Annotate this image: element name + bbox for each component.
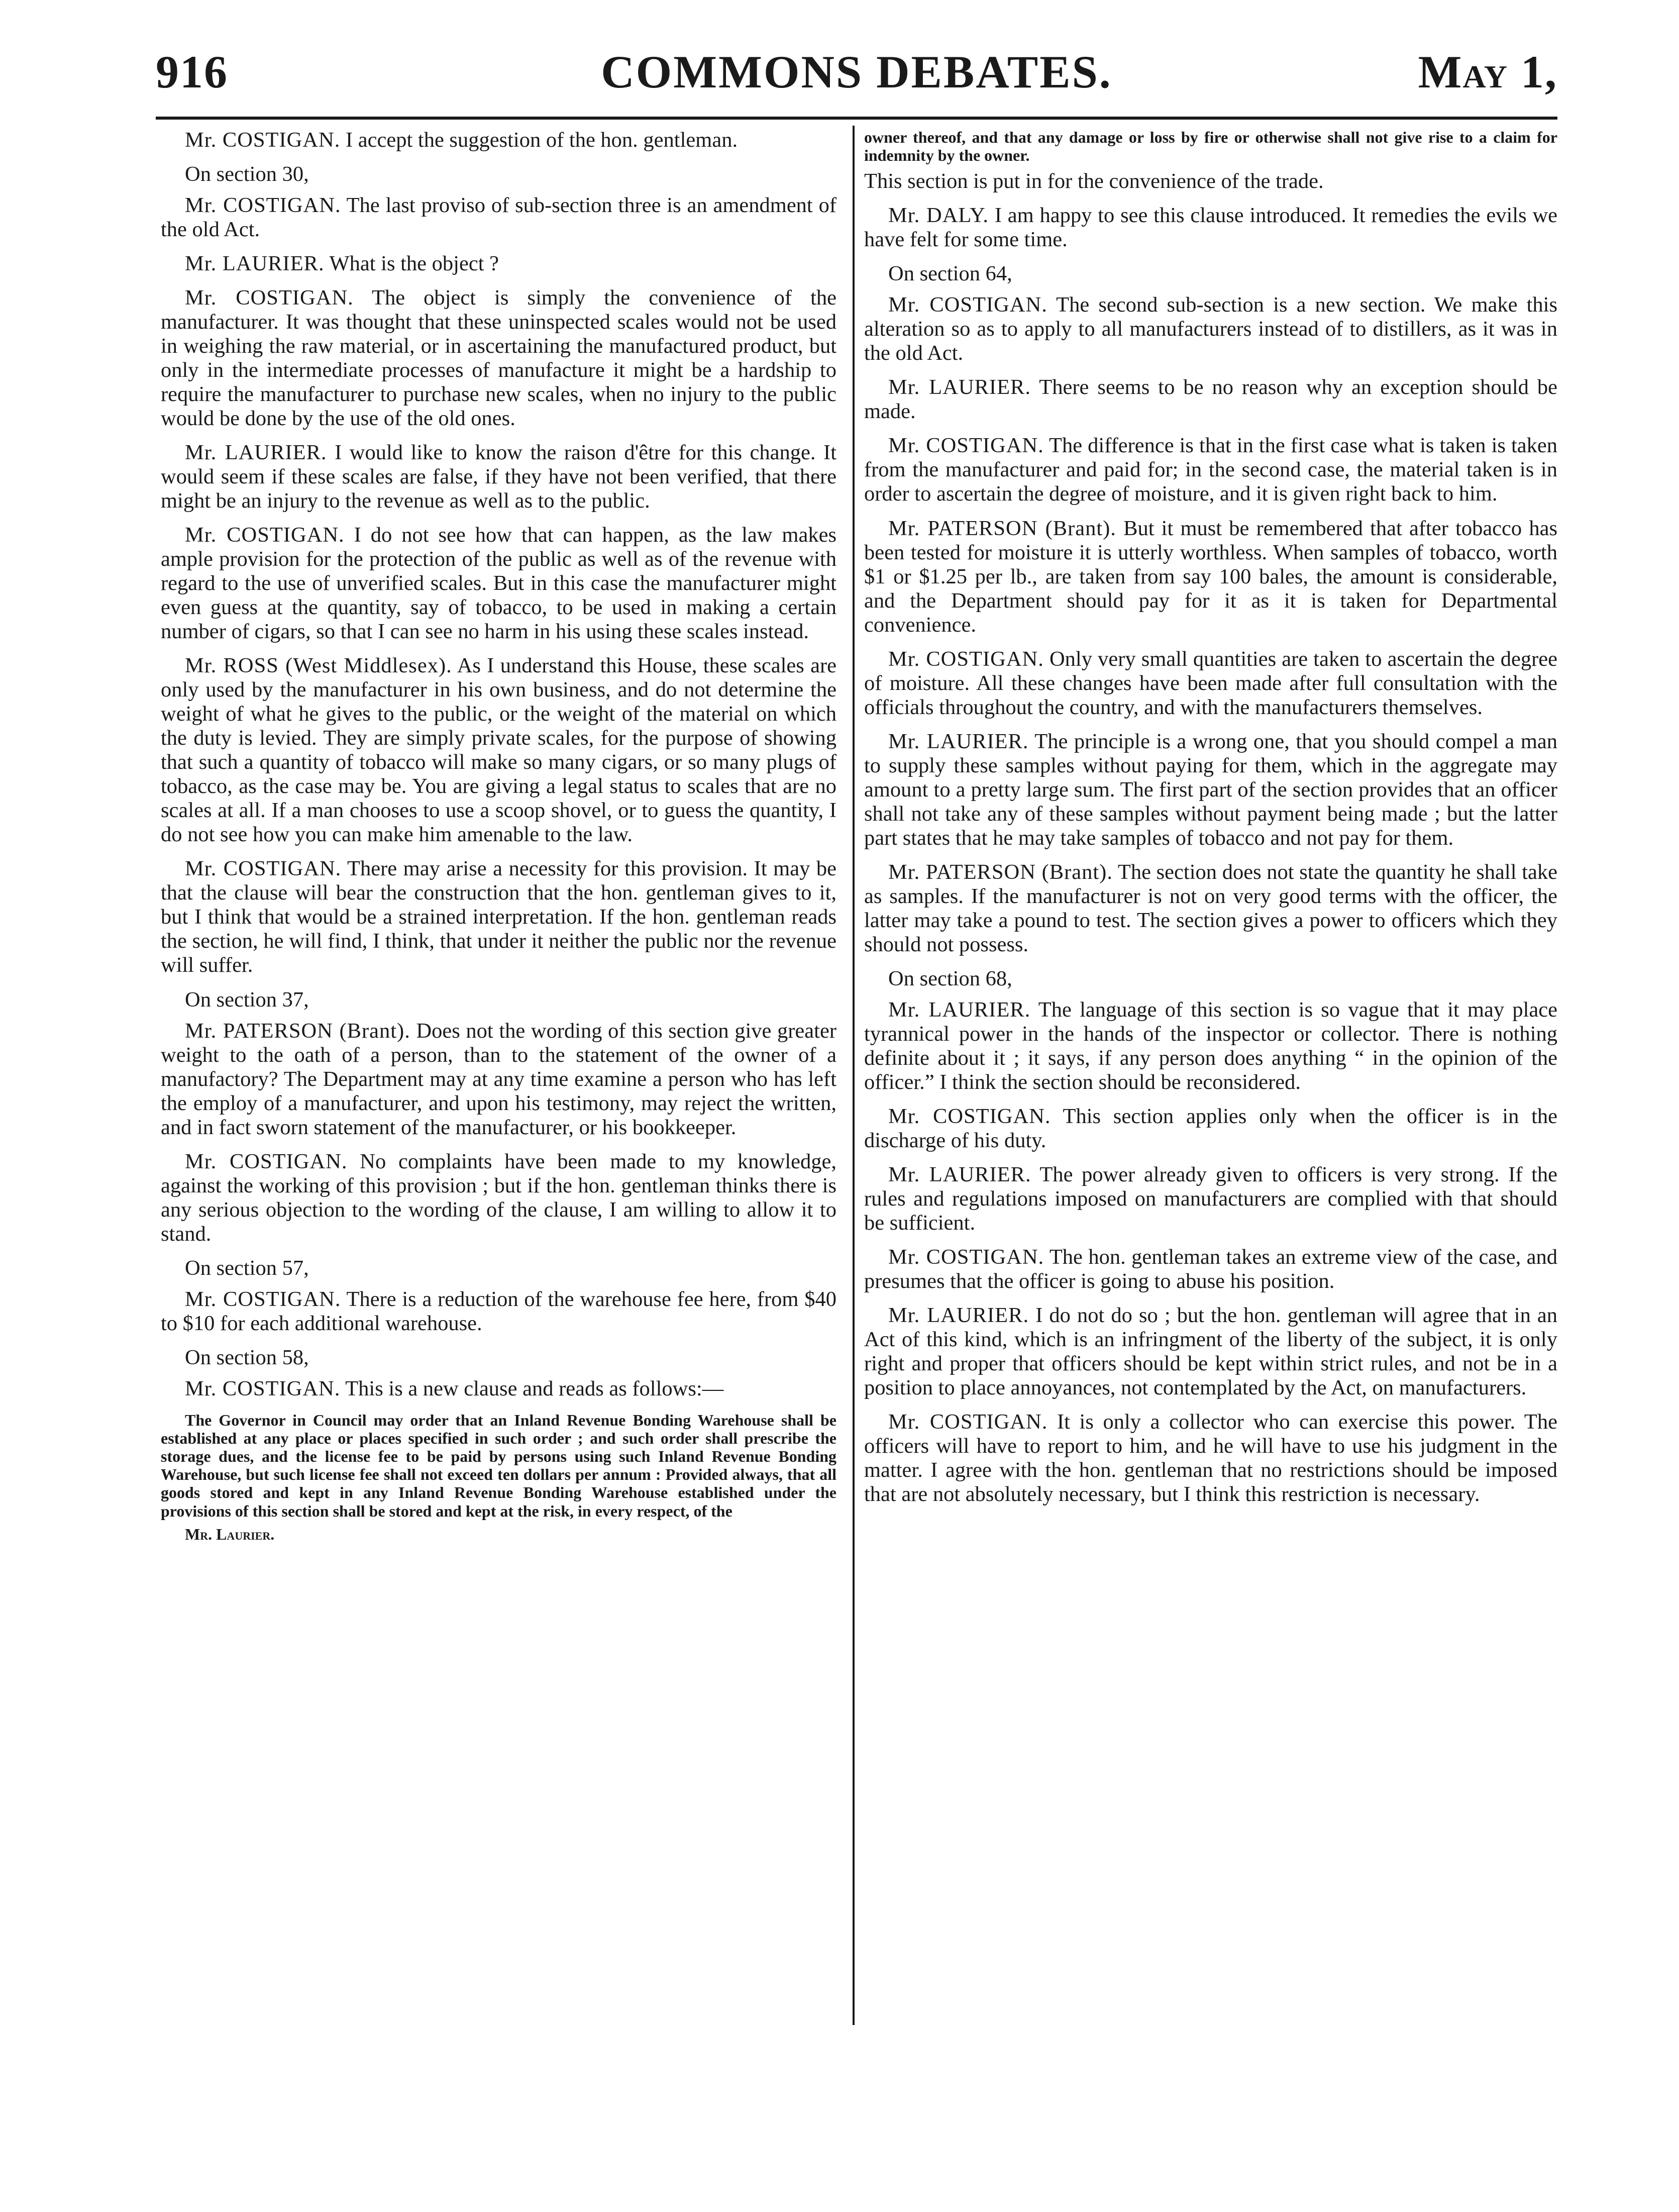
speech-text: I do not do so ; but the hon. gentleman will agree that in an Act of this kind, which is an infringment of the liberty of the subject, it is only right and proper that officers should be kept within strict rules, and not be in a position to place annoyances, not contemplated by the Act, on manufacturers. <box>864 1303 1558 1399</box>
speech-text: I do not see how that can happen, as the law makes ample provision for the protection of the public as well as of the revenue with regard to the use of unverified scales. But in this case the manufacturer might even guess at the quantity, say of tobacco, to be used in making a certain number of cigars, so that I can see no harm in his using these scales instead. <box>161 523 836 644</box>
speech-text: I would like to know the raison d'être for this change. It would seem if these scales are false, if they have not been verified, that there might be an injury to the revenue as well as to the public. <box>161 441 836 513</box>
speech-paragraph <box>161 286 836 431</box>
speech-text: The second sub-section is a new section. We make this alteration so as to apply to all manufacturers instead of to distillers, as it was in the old Act. <box>864 293 1558 365</box>
speech-text: This section applies only when the officer is in the discharge of his duty. <box>864 1104 1557 1152</box>
speech-text: What is the object ? <box>329 252 499 276</box>
speech-text: I accept the suggestion of the hon. gentleman. <box>345 128 738 152</box>
speech-text: The language of this section is so vague that it may place tyrannical power in the hands of the inspector or collector. There is nothing definite about it ; it says, if any person does anything “ in the opinion of the officer.” I think the section should be reconsidered. <box>864 997 1558 1094</box>
page-title: COMMONS DEBATES. <box>601 46 1112 97</box>
speech-text: No complaints have been made to my knowledge, against the working of this provision ; but if the hon. gentleman thinks there is any serious objection to the wording of the clause, I am willing to allow it to stand. <box>161 1149 836 1246</box>
quoted-clause: The Governor in Council may order that an Inland Revenue Bonding Warehouse shall be established at any place or places specified in such order ; and such order shall prescribe the storage dues, and the license fee to be paid by persons using such Inland Revenue Bonding Warehouse, but such license fee shall not exceed ten dollars per annum : Provided always, that all goods stored and kept in any Inland Revenue Bonding Warehouse established under the provisions of this section shall be stored and kept at the risk, in every respect, of the <box>161 1411 836 1520</box>
speech-paragraph <box>161 1019 836 1140</box>
section-heading: On section 68, <box>888 966 1012 990</box>
speech-paragraph <box>161 1287 836 1336</box>
speaker-name: Mr. COSTIGAN. <box>185 128 341 152</box>
section-heading: On section 57, <box>185 1256 309 1280</box>
speaker-name: Mr. LAURIER. <box>185 252 325 276</box>
speech-paragraph <box>161 441 836 513</box>
speech-text: The power already given to officers is very strong. If the rules and regulations imposed on manufacturers are complied with that should be sufficient. <box>864 1162 1558 1235</box>
speaker-name: Mr. PATERSON (Brant). <box>888 860 1113 884</box>
speech-text: But it must be remembered that after tobacco has been tested for moisture it is utterly worthless. When samples of tobacco, worth $1 or $1.25 per lb., are taken from say 100 bales, the amount is considerable, and the Department should pay for it as it is taken for Departmental convenience. <box>864 516 1557 637</box>
speech-paragraph <box>864 204 1557 252</box>
speech-text: Does not the wording of this section give greater weight to the oath of a person, than to the statement of the owner of a manufactory? The Department may at any time examine a person who has left the employ of a manufacturer, and upon his testimony, may reject the written, and in fact sworn statement of the manufacturer, or his bookkeeper. <box>161 1019 836 1139</box>
speaker-name: Mr. COSTIGAN. <box>185 193 341 218</box>
speech-paragraph <box>864 1410 1557 1506</box>
speech-paragraph <box>864 293 1557 365</box>
speech-paragraph <box>161 1377 836 1401</box>
speech-text: The section does not state the quantity he shall take as samples. If the manufacturer is not on very good terms with the officer, the latter may take a pound to test. The section gives a power to officers which they should not possess. <box>864 860 1557 956</box>
speaker-name: Mr. LAURIER. <box>888 1162 1031 1186</box>
speaker-name: Mr. LAURIER. <box>888 375 1031 399</box>
speech-paragraph <box>864 998 1557 1094</box>
speaker-name: Mr. COSTIGAN. <box>185 1149 348 1173</box>
speaker-name: Mr. COSTIGAN. <box>185 857 342 881</box>
speech-paragraph <box>161 654 836 847</box>
page-date: May 1, <box>1418 46 1557 97</box>
column-divider <box>853 126 855 2025</box>
speech-text: There is a reduction of the warehouse fee here, from $40 to $10 for each additional warehouse. <box>161 1287 836 1335</box>
page-number: 916 <box>156 46 228 97</box>
right-column <box>864 128 1557 1517</box>
speech-paragraph <box>864 1245 1557 1293</box>
page-header <box>156 35 1557 116</box>
section-heading: On section 37, <box>185 987 309 1012</box>
speech-text: Only very small quantities are taken to ascertain the degree of moisture. All these changes have been made after full consultation with the officials throughout the country, and with the manufacturers themselves. <box>864 647 1558 719</box>
speech-paragraph <box>864 860 1557 957</box>
speaker-name: Mr. LAURIER. <box>888 997 1031 1022</box>
speech-text: The difference is that in the first case what is taken is taken from the manufacturer and paid for; in the second case, the material taken is in order to ascertain the degree of moisture, and it is given right back to him. <box>864 434 1557 506</box>
speech-text: I am happy to see this clause introduced. It remedies the evils we have felt for some time. <box>864 204 1557 252</box>
speaker-name: Mr. COSTIGAN. <box>888 293 1047 317</box>
speech-text: There may arise a necessity for this provision. It may be that the clause will bear the construction that the hon. gentleman gives to it, but I think that would be a strained interpretation. If the hon. gentleman reads the section, he will find, I think, that under it neither the public nor the revenue will suffer. <box>161 857 837 977</box>
speaker-name: Mr. COSTIGAN. <box>185 1376 341 1400</box>
speech-text: The last proviso of sub-section three is an amendment of the old Act. <box>161 193 837 242</box>
section-heading: On section 30, <box>185 162 309 186</box>
footer-speaker-catchword: Mr. Laurier. <box>185 1525 275 1543</box>
section-heading: On section 64, <box>888 262 1012 286</box>
speech-text: There seems to be no reason why an exception should be made. <box>864 375 1558 424</box>
speaker-name: Mr. ROSS (West Middlesex). <box>185 654 452 678</box>
speaker-name: Mr. COSTIGAN. <box>185 523 345 547</box>
speech-text: The object is simply the convenience of the manufacturer. It was thought that these uninspected scales would not be used in weighing the raw material, or in ascertaining the manufactured product, but only in the intermediate processes of manufacture it might be a hardship to require the manufacturer to purchase new scales, when no injury to the public would be done by the use of the old ones. <box>161 286 836 431</box>
speech-paragraph <box>161 1150 836 1246</box>
speech-paragraph <box>864 647 1557 720</box>
speaker-name: Mr. COSTIGAN. <box>888 434 1044 458</box>
speech-paragraph <box>864 517 1557 637</box>
header-rule <box>156 117 1557 120</box>
speech-text: The hon. gentleman takes an extreme view of the case, and presumes that the officer is going to abuse his position. <box>864 1245 1557 1293</box>
speech-paragraph <box>161 252 836 276</box>
speaker-name: Mr. COSTIGAN. <box>888 647 1044 671</box>
speaker-name: Mr. LAURIER. <box>888 729 1029 753</box>
speech-paragraph <box>864 1163 1557 1235</box>
speech-text: This is a new clause and reads as follows:— <box>345 1376 724 1400</box>
speech-paragraph <box>864 1303 1557 1400</box>
speaker-name: Mr. COSTIGAN. <box>888 1410 1048 1434</box>
speaker-name: Mr. LAURIER. <box>185 441 327 465</box>
speech-text: It is only a collector who can exercise this power. The officers will have to report to him, and he will have to use his judgment in the matter. I agree with the hon. gentleman that no restrictions should be imposed that are not absolutely necessary, but I think this restriction is necessary. <box>864 1410 1557 1506</box>
speaker-name: Mr. COSTIGAN. <box>888 1245 1044 1269</box>
speech-paragraph <box>864 1104 1557 1153</box>
speaker-name: Mr. LAURIER. <box>888 1303 1029 1327</box>
speaker-name: Mr. COSTIGAN. <box>185 286 354 310</box>
speech-paragraph <box>161 193 836 242</box>
speaker-name: Mr. DALY. <box>888 204 989 228</box>
speech-paragraph <box>864 375 1557 424</box>
speech-paragraph <box>161 857 836 977</box>
left-column <box>161 128 836 1544</box>
speaker-name: Mr. PATERSON (Brant). <box>888 516 1116 540</box>
speech-text: As I understand this House, these scales are only used by the manufacturer in his own business, and do not determine the weight of what he gives to the public, or the weight of the material on which the duty is levied. They are simply private scales, for the purpose of showing that such a quantity of tobacco will make so many cigars, or so many plugs of tobacco, as the case may be. You are giving a legal status to scales that are no scales at all. If a man chooses to use a scoop shovel, or to guess the quantity, I do not see how you can make him amenable to the law. <box>161 654 837 847</box>
speaker-name: Mr. COSTIGAN. <box>185 1287 341 1311</box>
section-heading: On section 58, <box>185 1345 309 1369</box>
speech-text: The principle is a wrong one, that you should compel a man to supply these samples without paying for them, which in the aggregate may amount to a pretty large sum. The first part of the section provides that an officer shall not take any of these samples without payment being made ; but the latter part states that he may take samples of tobacco and not pay for them. <box>864 729 1557 850</box>
speech-paragraph <box>864 434 1557 506</box>
quoted-clause: owner thereof, and that any damage or loss by fire or otherwise shall not give rise to a claim for indemnity by the owner. <box>864 128 1557 165</box>
speaker-name: Mr. PATERSON (Brant). <box>185 1019 410 1043</box>
speech-paragraph <box>864 730 1557 850</box>
speaker-name: Mr. COSTIGAN. <box>888 1104 1051 1128</box>
speech-paragraph <box>161 128 836 152</box>
body-paragraph: This section is put in for the convenience of the trade. <box>864 169 1324 193</box>
speech-paragraph <box>161 523 836 644</box>
